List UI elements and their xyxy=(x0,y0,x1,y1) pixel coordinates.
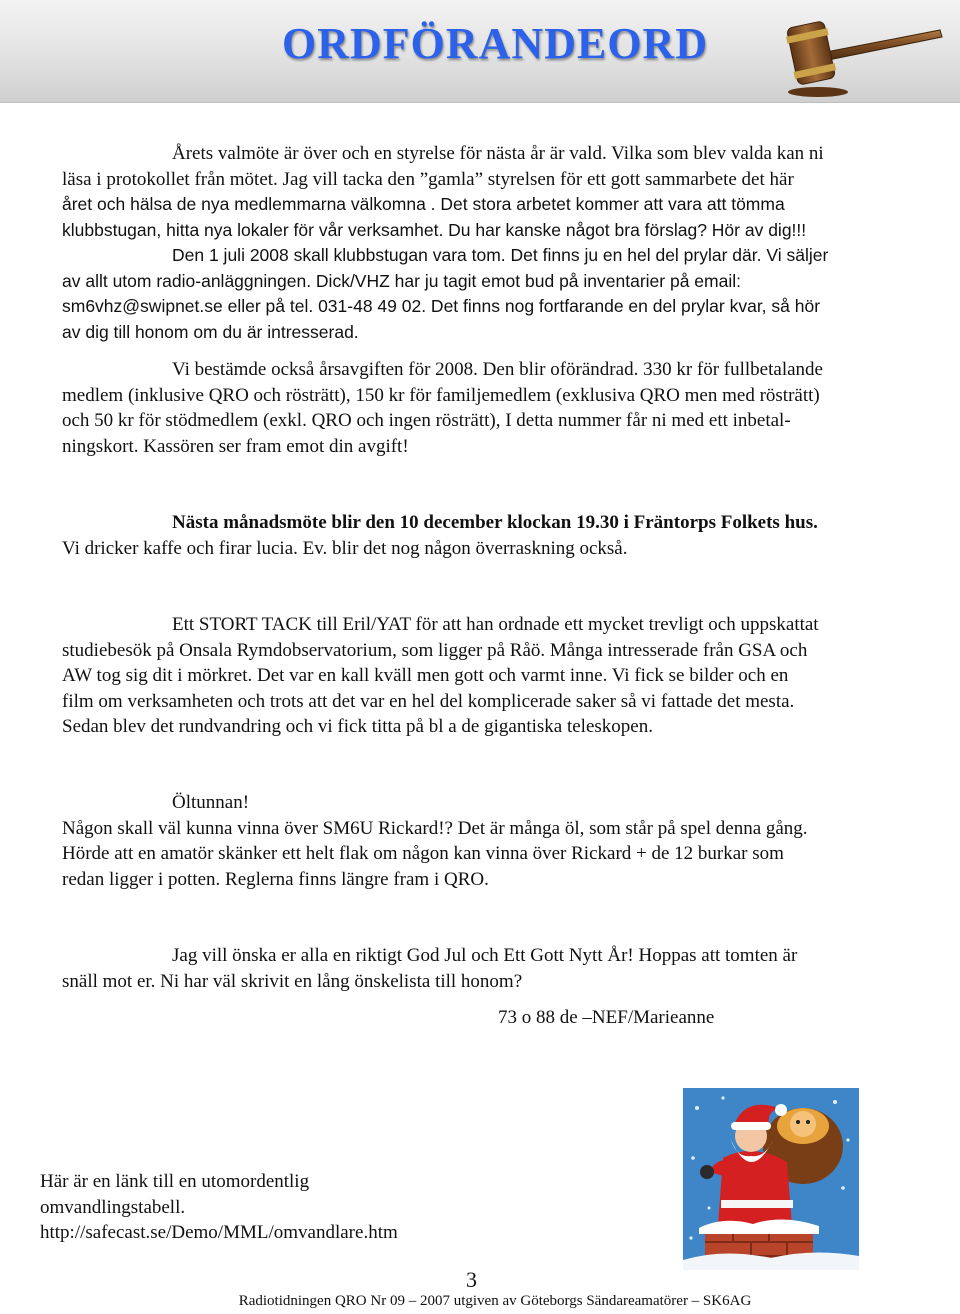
beer-paragraph xyxy=(62,790,922,892)
santa-claus-illustration xyxy=(683,1088,859,1270)
greeting-line-1: Jag vill önska er alla en riktigt God Jul och Ett Gott Nytt År! Hoppas att tomten är xyxy=(172,945,798,966)
thanks-line-3: AW tog sig dit i mörkret. Det var en kall kväll men gott och varmt inne. Vi fick se bilder och en xyxy=(62,665,789,686)
fee-line-3: och 50 kr för stödmedlem (exkl. QRO och ingen rösträtt), I detta nummer får ni med ett inbetal- xyxy=(62,410,791,431)
header-banner xyxy=(0,0,960,103)
intro-line-4: klubbstugan, hitta nya lokaler för vår verksamhet. Du har kanske något bra förslag? Hör av dig!!! xyxy=(62,219,807,240)
greeting-paragraph xyxy=(62,943,922,994)
thanks-line-4: film om verksamheten och trots att det var en hel del komplicerade saker så vi fattade det mesta. xyxy=(62,690,795,712)
intro-line-7: sm6vhz@swipnet.se eller på tel. 031-48 49 02. Det finns nog fortfarande en del prylar kvar, så hör xyxy=(62,296,821,316)
beer-line-2: Hörde att en amatör skänker ett helt flak om någon kan vinna över Rickard + de 12 burkar som xyxy=(62,843,784,864)
beer-heading: Öltunnan! xyxy=(172,792,250,813)
link-note-line-1: Här är en länk till en utomordentlig xyxy=(40,1171,310,1192)
intro-line-5: Den 1 juli 2008 skall klubbstugan vara tom. Det finns ju en hel del prylar där. Vi säljer xyxy=(172,245,829,265)
page-number: 3 xyxy=(466,1267,477,1292)
greeting-line-2: snäll mot er. Ni har väl skrivit en lång önskelista till honom? xyxy=(62,970,523,992)
beer-line-3: redan ligger i potten. Reglerna finns längre fram i QRO. xyxy=(62,868,489,890)
intro-line-3: året och hälsa de nya medlemmarna välkomna . xyxy=(62,194,436,214)
fee-line-2: medlem (inklusive QRO och rösträtt), 150 kr för familjemedlem (exklusiva QRO men med rösträtt) xyxy=(62,384,820,406)
intro-line-1: Årets valmöte är över och en styrelse för nästa år är vald. Vilka som blev valda kan ni xyxy=(172,143,824,164)
thanks-line-1: Ett STORT TACK till Eril/YAT för att han ordnade ett mycket trevligt och uppskattat xyxy=(172,614,819,635)
fee-line-4: ningskort. Kassören ser fram emot din avgift! xyxy=(62,435,409,457)
meeting-paragraph xyxy=(62,510,922,561)
gavel-icon xyxy=(778,6,948,98)
thanks-line-2: studiebesök på Onsala Rymdobservatorium, som ligger på Råö. Många intresserade från GSA och xyxy=(62,639,808,661)
beer-line-1: Någon skall väl kunna vinna över SM6U Rickard!? Det är många öl, som står på spel denna gång. xyxy=(62,817,808,839)
page-title: ORDFÖRANDEORD xyxy=(282,19,709,68)
page-footer: Radiotidningen QRO Nr 09 – 2007 utgiven av Göteborgs Sändareamatörer – SK6AG xyxy=(238,1293,752,1309)
fee-paragraph xyxy=(62,357,922,459)
intro-line-6: av allt utom radio-anläggningen. Dick/VHZ har ju tagit emot bud på inventarier på email: xyxy=(62,270,741,291)
intro-paragraph xyxy=(62,141,922,345)
link-note-line-2: omvandlingstabell. xyxy=(40,1196,186,1218)
link-note xyxy=(40,1169,460,1246)
intro-line-8: av dig till honom om du är intresserad. xyxy=(62,321,359,342)
meeting-line: Vi dricker kaffe och firar lucia. Ev. blir det nog någon överraskning också. xyxy=(62,537,628,559)
intro-line-3b: Det stora arbetet kommer att vara att tömma xyxy=(435,194,785,214)
intro-line-2: läsa i protokollet från mötet. Jag vill tacka den ”gamla” styrelsen för ett gott sammarbete det här xyxy=(62,168,794,190)
signature: 73 o 88 de –NEF/Marieanne xyxy=(498,1007,715,1028)
fee-line-1: Vi bestämde också årsavgiften för 2008. Den blir oförändrad. 330 kr för fullbetalande xyxy=(172,359,823,380)
thanks-line-5: Sedan blev det rundvandring och vi fick titta på bl a de gigantiska teleskopen. xyxy=(62,716,653,737)
meeting-announcement: Nästa månadsmöte blir den 10 december klockan 19.30 i Fräntorps Folkets hus. xyxy=(172,512,818,533)
thanks-paragraph xyxy=(62,612,922,740)
conversion-table-link[interactable]: http://safecast.se/Demo/MML/omvandlare.htm xyxy=(40,1222,398,1243)
